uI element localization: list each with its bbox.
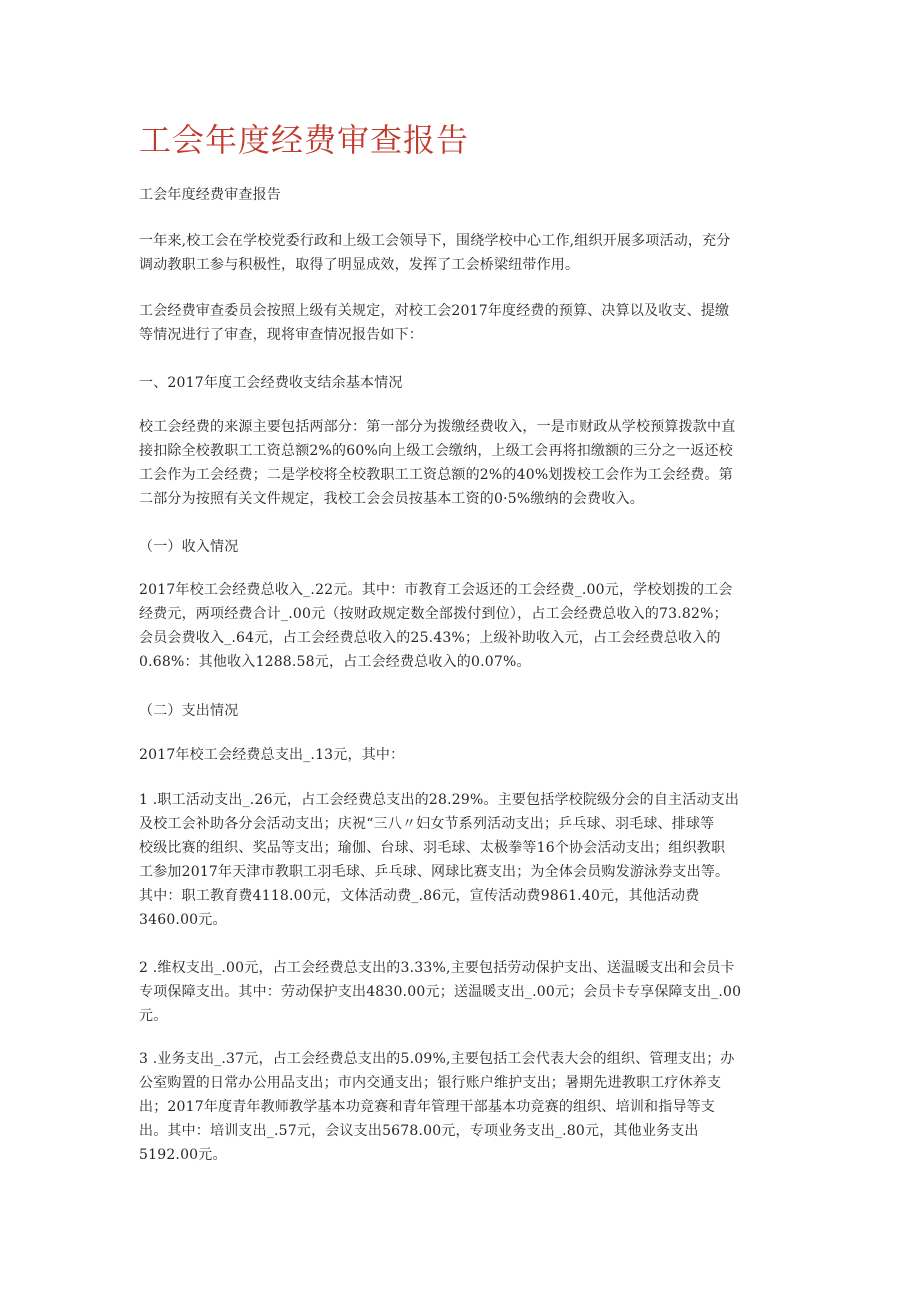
text-line: 5192.00元。 [139,1147,227,1163]
text-line: 校级比赛的组织、奖品等支出；瑜伽、台球、羽毛球、太极拳等16个协会活动支出；组织教职 [139,840,726,856]
expenditure-total-paragraph [139,743,785,767]
document-title: 工会年度经费审查报告 [139,121,470,159]
text-line: 0.68%：其他收入1288.58元，占工会经费总收入的0.07%。 [139,654,531,670]
text-line: 出；2017年度青年教师教学基本功竞赛和青年管理干部基本功竞赛的组织、培训和指导等支 [139,1099,716,1115]
text-line: 工会作为工会经费；二是学校将全校教职工工资总额的2%的40%划拨校工会作为工会经费。第 [139,467,733,483]
text-line: 一年来,校工会在学校党委行政和上级工会领导下，围绕学校中心工作,组织开展多项活动，充分 [139,233,731,249]
text-line: 公室购置的日常办公用品支出；市内交通支出；银行账户维护支出；暑期先进教职工疗休养支 [139,1075,722,1091]
text-line: 会员会费收入_.64元，占工会经费总收入的25.43%；上级补助收入元，占工会经费总收入的 [139,630,721,646]
business-expense-paragraph [139,1047,785,1167]
section-heading-1 [139,371,785,395]
text-line: 工会经费审查委员会按照上级有关规定，对校工会2017年度经费的预算、决算以及收支、提缴 [139,303,730,319]
subtitle-paragraph [139,183,785,207]
text-line: 一、2017年度工会经费收支结余基本情况 [139,375,403,391]
text-line: （一）收入情况 [139,539,239,555]
text-line: 3460.00元。 [139,912,227,928]
funding-source-paragraph [139,415,785,511]
text-line: 元。 [139,1008,168,1024]
text-line: 调动教职工参与积极性，取得了明显成效，发挥了工会桥梁纽带作用。 [139,257,580,273]
text-line: 1 .职工活动支出_.26元，占工会经费总支出的28.29%。主要包括学校院级分会的自主活动支出 [139,792,740,808]
text-line: 3 .业务支出_.37元，占工会经费总支出的5.09%,主要包括工会代表大会的组织、管理支出；办 [139,1051,735,1067]
text-line: 工参加2017年天津市教职工羽毛球、乒乓球、网球比赛支出；为全体会员购发游泳券支出等。 [139,864,730,880]
text-line: 工会年度经费审查报告 [139,187,281,203]
text-line: （二）支出情况 [139,703,239,719]
text-line: 2 .维权支出_.00元，占工会经费总支出的3.33%,主要包括劳动保护支出、送温暖支出和会员卡 [139,960,735,976]
text-line: 专项保障支出。其中：劳动保护支出4830.00元；送温暖支出_.00元；会员卡专享保障支出_.00 [139,984,742,1000]
income-heading [139,535,785,559]
text-line: 等情况进行了审查，现将审查情况报告如下： [139,327,423,343]
intro-paragraph [139,229,785,277]
text-line: 二部分为按照有关文件规定，我校工会会员按基本工资的0·5%缴纳的会费收入。 [139,491,644,507]
text-line: 出。其中：培训支出_.57元，会议支出5678.00元，专项业务支出_.80元，其他业务支出 [139,1123,699,1139]
text-line: 其中：职工教育费4118.00元，文体活动费_.86元，宣传活动费9861.40元，其他活动费 [139,888,700,904]
text-line: 校工会经费的来源主要包括两部分：第一部分为拨缴经费收入，一是市财政从学校预算拨款中直 [139,419,736,435]
rights-protection-paragraph [139,956,785,1028]
staff-activity-paragraph [139,788,785,932]
text-line: 经费元，两项经费合计_.00元（按财政规定数全部拨付到位），占工会经费总收入的73.82%； [139,606,728,622]
text-line: 接扣除全校教职工工资总额2%的60%向上级工会缴纳，上级工会再将扣缴额的三分之一返还校 [139,443,733,459]
expenditure-heading [139,699,785,723]
text-line: 及校工会补助各分会活动支出；庆祝“三八〃妇女节系列活动支出；乒乓球、羽毛球、排球等 [139,816,715,832]
income-paragraph [139,578,785,674]
review-scope-paragraph [139,299,785,347]
text-line: 2017年校工会经费总收入_.22元。其中：市教育工会返还的工会经费_.00元，学校划拨的工会 [139,582,733,598]
text-line: 2017年校工会经费总支出_.13元，其中： [139,747,405,763]
